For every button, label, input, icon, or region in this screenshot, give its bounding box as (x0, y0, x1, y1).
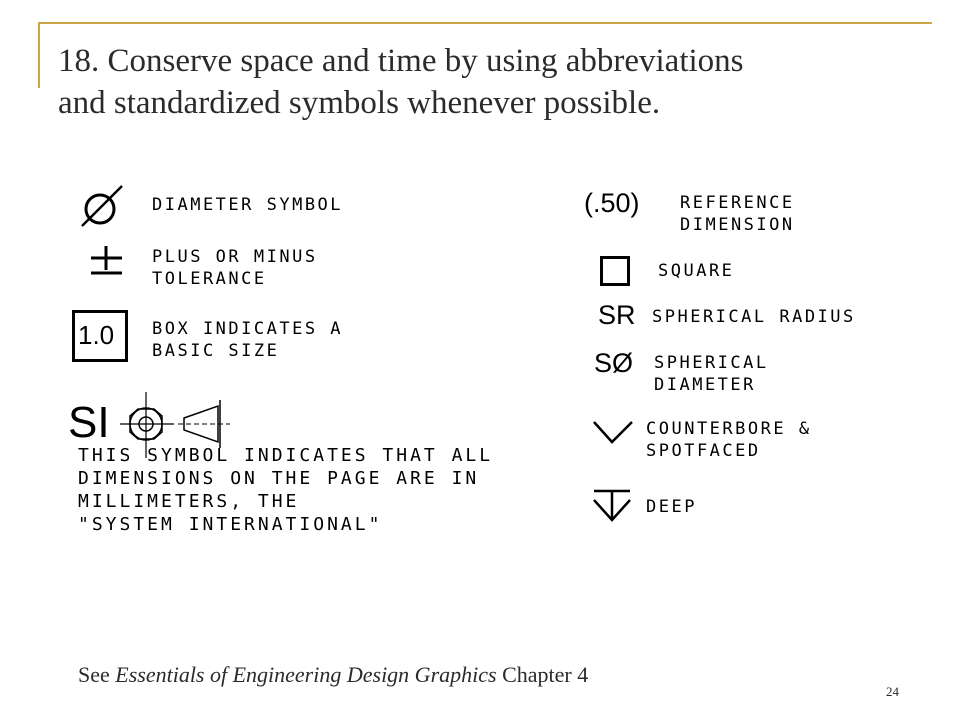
plus-minus-icon (88, 244, 128, 278)
footer-prefix: See (78, 662, 116, 687)
spherical-diameter-symbol: SØ (594, 348, 634, 378)
counterbore-icon (592, 420, 634, 446)
basic-size-box-text: 1.0 (78, 320, 115, 350)
slide-title (58, 40, 918, 124)
slide-title-line-1: 18. Conserve space and time by using abbreviations (58, 43, 744, 79)
spherical-radius-label: SPHERICAL RADIUS (652, 307, 856, 327)
footer-suffix: Chapter 4 (496, 662, 589, 687)
si-description: THIS SYMBOL INDICATES THAT ALL DIMENSIONS ON THE PAGE ARE IN MILLIMETERS, THE "SYSTEM INTERNATIONAL" (78, 445, 494, 535)
reference-dimension-label: REFERENCE DIMENSION (680, 193, 795, 235)
si-symbol-text: SI (68, 398, 110, 447)
square-label: SQUARE (658, 261, 735, 281)
plus-minus-tolerance-label: PLUS OR MINUS TOLERANCE (152, 247, 318, 289)
deep-label: DEEP (646, 497, 697, 517)
page-number: 24 (886, 684, 899, 699)
basic-size-label: BOX INDICATES A BASIC SIZE (152, 319, 344, 361)
title-frame-top-rule (38, 22, 932, 24)
spherical-diameter-label: SPHERICAL DIAMETER (654, 353, 769, 395)
diameter-symbol-label: DIAMETER SYMBOL (152, 195, 344, 215)
slide-title-line-2: and standardized symbols whenever possible. (58, 85, 661, 121)
title-frame-left-rule (38, 22, 40, 88)
reference-dimension-symbol: (.50) (584, 188, 640, 218)
footer-book-title: Essentials of Engineering Design Graphics (115, 662, 497, 687)
spherical-radius-symbol: SR (598, 300, 636, 330)
footer-reference (78, 662, 588, 688)
diameter-icon (78, 182, 126, 230)
square-icon (600, 256, 630, 286)
deep-icon (592, 488, 634, 524)
counterbore-label: COUNTERBORE & SPOTFACED (646, 419, 812, 461)
